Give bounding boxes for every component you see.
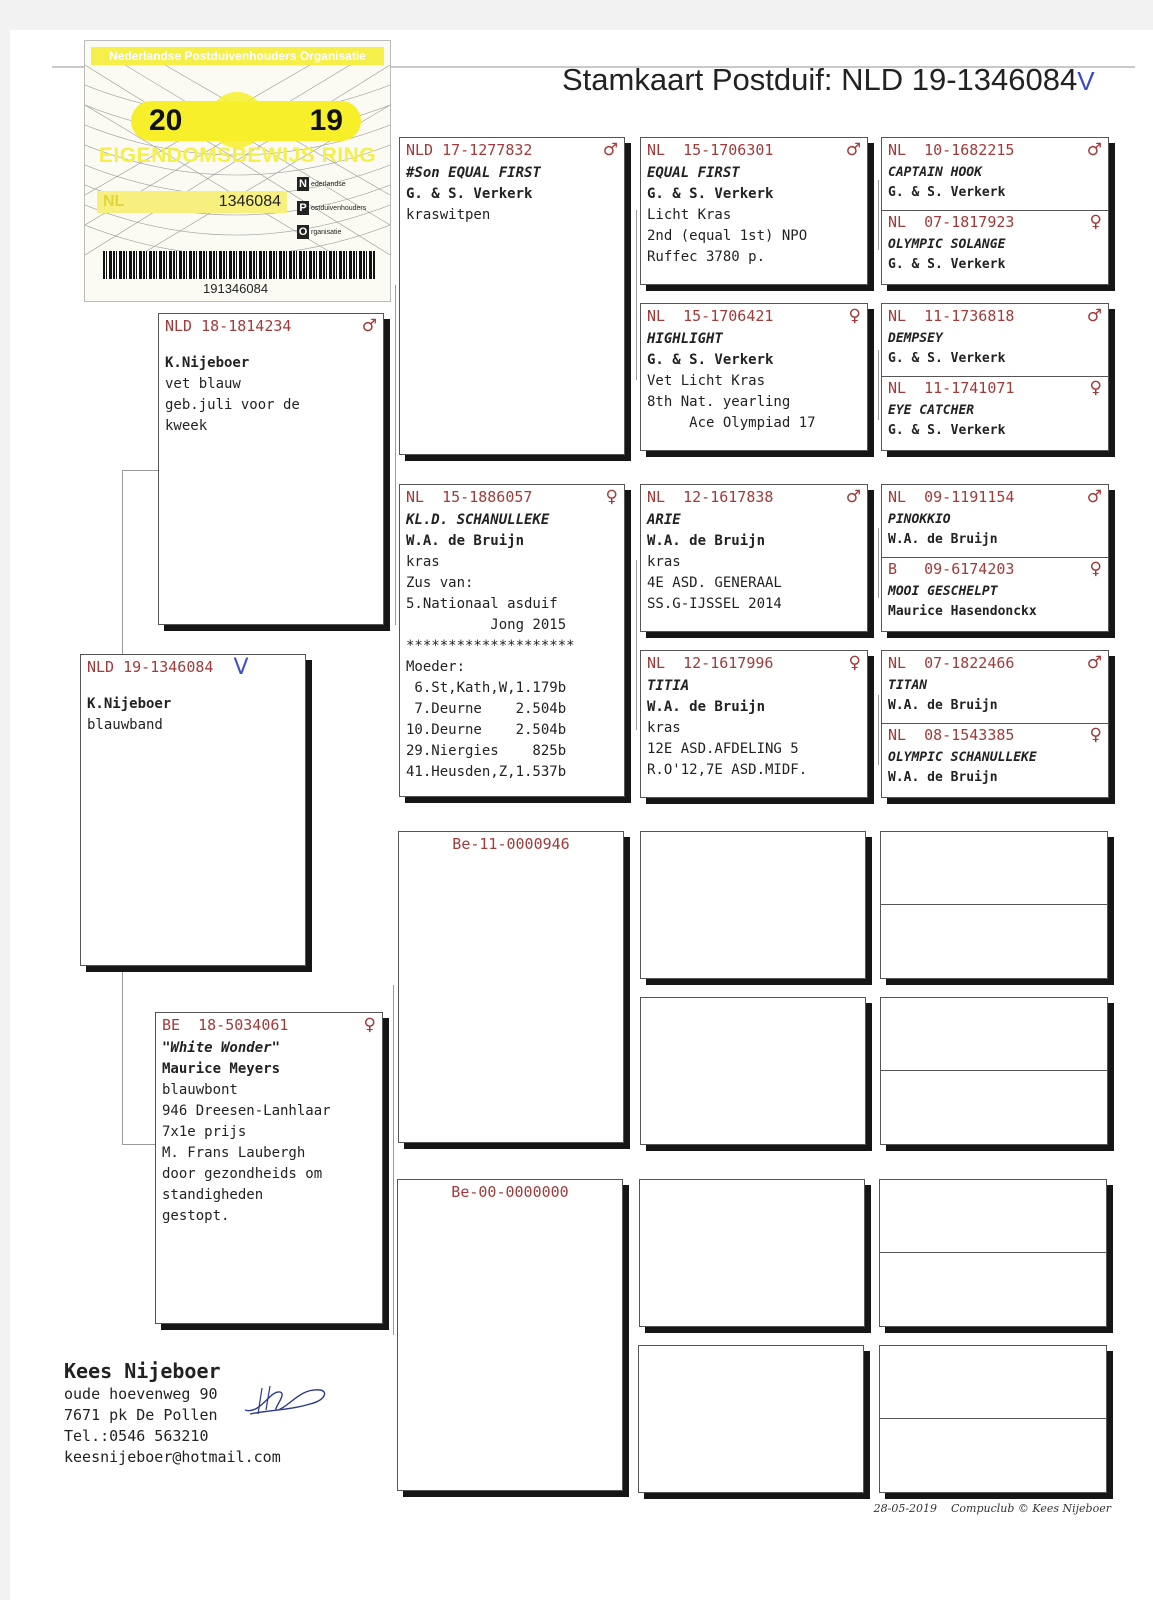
connector-line: [636, 210, 637, 380]
pair-bottom: [882, 557, 1108, 624]
ring-number: BE 18-5034061 ♀: [162, 1015, 376, 1035]
ring-number: NL 15-1706301 ♂: [647, 140, 861, 160]
male-icon: ♂: [1086, 306, 1102, 326]
detail-line: Jong 2015: [406, 617, 567, 633]
ring-number: NL 09-1191154 ♂: [888, 487, 1102, 507]
male-icon: ♂: [361, 316, 377, 336]
detail-line: 12E ASD.AFDELING 5: [647, 741, 799, 757]
pigeon-pair-card-empty: [880, 997, 1108, 1145]
detail-line: DEMPSEY: [888, 331, 943, 346]
connector-line: [122, 968, 123, 1144]
detail-line: Licht Kras: [647, 207, 732, 223]
connector-line: [636, 560, 637, 730]
pigeon-card-fmf: [640, 484, 868, 632]
pair-top: [882, 651, 1108, 718]
npo-line-3: rganisatie: [311, 229, 342, 236]
male-icon: ♂: [1086, 140, 1102, 160]
detail-line: Maurice Meyers: [162, 1061, 281, 1077]
detail-line: W.A. de Bruijn: [406, 533, 525, 549]
detail-line: SS.G-IJSSEL 2014: [647, 596, 782, 612]
detail-line: Zus van:: [406, 575, 474, 591]
ring-number: NL 11-1736818 ♂: [888, 306, 1102, 326]
ring-number: NL 12-1617996 ♀: [647, 653, 861, 673]
pair-top: [882, 138, 1108, 205]
ring-number: NLD 18-1814234 ♂: [165, 316, 377, 336]
signature: [240, 1380, 330, 1420]
detail-line: 946 Dreesen-Lanhlaar: [162, 1103, 331, 1119]
ring-number: NL 08-1543385 ♀: [888, 725, 1102, 745]
pigeon-card-mother: [155, 1012, 383, 1324]
ring-number: NL 11-1741071 ♀: [888, 378, 1102, 398]
footer-credit: 28-05-2019 Compuclub © Kees Nijeboer: [873, 1502, 1111, 1515]
detail-line: gestopt.: [162, 1208, 230, 1224]
detail-line: M. Frans Laubergh: [162, 1145, 306, 1161]
pigeon-details: [641, 674, 867, 783]
pigeon-details: [882, 233, 1108, 277]
pair-bottom: [882, 723, 1108, 790]
detail-line: "White Wonder": [162, 1040, 281, 1056]
detail-line: standigheden: [162, 1187, 264, 1203]
pair-bottom: [882, 210, 1108, 277]
pigeon-pair-card-3: [881, 484, 1109, 632]
detail-line: W.A. de Bruijn: [888, 532, 998, 547]
detail-line: 10.Deurne 2.504b: [406, 722, 567, 738]
detail-line: PINOKKIO: [888, 512, 951, 527]
check-mark-icon: V: [1077, 66, 1095, 96]
detail-line: G. & S. Verkerk: [888, 423, 1006, 438]
ring-number: NL 15-1886057 ♀: [406, 487, 618, 507]
pigeon-card-empty: [638, 1345, 864, 1493]
detail-line: kras: [406, 554, 440, 570]
ring-number: NL 15-1706421 ♀: [647, 306, 861, 326]
detail-line: OLYMPIC SOLANGE: [888, 237, 1006, 252]
pair-divider: [880, 1252, 1106, 1253]
pigeon-details: [882, 161, 1108, 205]
male-icon: ♂: [1086, 487, 1102, 507]
male-icon: ♂: [1086, 653, 1102, 673]
detail-line: W.A. de Bruijn: [888, 698, 998, 713]
connector-line: [122, 470, 158, 471]
detail-line: HIGHLIGHT: [647, 331, 723, 347]
pigeon-card-fm: [399, 484, 625, 797]
ring-number: Be-00-0000000: [451, 1183, 569, 1201]
pigeon-card-subject: [80, 654, 306, 966]
pair-divider: [881, 904, 1107, 905]
pigeon-pair-card-empty: [879, 1345, 1107, 1493]
pigeon-card-empty: [640, 831, 866, 979]
ownership-certificate: [84, 40, 391, 302]
ring-number: Be-11-0000946: [452, 835, 570, 853]
detail-line: G. & S. Verkerk: [888, 257, 1006, 272]
pigeon-details: [400, 508, 624, 785]
certificate-header: Nederlandse Postduivenhouders Organisatie: [91, 47, 384, 65]
female-icon: ♀: [1089, 725, 1102, 745]
detail-line: Moeder:: [406, 659, 466, 675]
pair-divider: [880, 1418, 1106, 1419]
detail-line: Ruffec 3780 p.: [647, 249, 766, 265]
detail-line: W.A. de Bruijn: [647, 699, 766, 715]
detail-line: geb.juli voor de: [165, 397, 300, 413]
pigeon-pair-card-2: [881, 303, 1109, 451]
detail-line: kweek: [165, 418, 208, 434]
title-text: Stamkaart Postduif: NLD 19-1346084: [562, 62, 1078, 97]
detail-line: #Son EQUAL FIRST: [406, 165, 541, 181]
detail-line: 5.Nationaal asduif: [406, 596, 558, 612]
female-icon: ♀: [1089, 378, 1102, 398]
detail-line: kraswitpen: [406, 207, 491, 223]
barcode: [103, 251, 375, 279]
female-icon: ♀: [1089, 212, 1102, 232]
detail-line: K.Nijeboer: [87, 696, 172, 712]
detail-line: OLYMPIC SCHANULLEKE: [888, 750, 1037, 765]
pigeon-pair-card-empty: [879, 1179, 1107, 1327]
detail-line: 2nd (equal 1st) NPO: [647, 228, 808, 244]
detail-line: Maurice Hasendonckx: [888, 604, 1037, 619]
female-icon: ♀: [363, 1015, 376, 1035]
pigeon-details: [882, 746, 1108, 790]
ring-number: NLD 17-1277832 ♂: [406, 140, 618, 160]
pigeon-details: [882, 327, 1108, 371]
detail-line: Vet Licht Kras: [647, 373, 766, 389]
connector-line: [878, 528, 879, 598]
female-icon: ♀: [1089, 559, 1102, 579]
pigeon-card-fmm: [640, 650, 868, 798]
certificate-country: NL: [103, 193, 125, 210]
certificate-ring-field: [97, 191, 287, 213]
ring-number: B 09-6174203 ♀: [888, 559, 1102, 579]
female-icon: ♀: [605, 487, 618, 507]
male-icon: ♂: [845, 140, 861, 160]
npo-logo: [297, 173, 387, 245]
check-mark-icon: V: [233, 655, 249, 680]
npo-letter-p: P: [297, 201, 309, 215]
male-icon: ♂: [845, 487, 861, 507]
pigeon-details: [641, 327, 867, 436]
barcode-number: 191346084: [203, 281, 269, 296]
npo-letter-o: O: [298, 226, 308, 239]
pair-bottom: [882, 376, 1108, 443]
male-icon: ♂: [602, 140, 618, 160]
detail-line: vet blauw: [165, 376, 241, 392]
certificate-band-title: EIGENDOMSBEWIJS RING: [98, 144, 377, 167]
connector-line: [878, 350, 879, 420]
pigeon-card-mm: [397, 1179, 623, 1491]
pigeon-pair-card-empty: [880, 831, 1108, 979]
female-icon: ♀: [848, 653, 861, 673]
pair-top: [882, 485, 1108, 552]
detail-line: G. & S. Verkerk: [647, 352, 774, 368]
connector-line: [878, 695, 879, 765]
detail-line: K.Nijeboer: [165, 355, 250, 371]
owner-name: Kees Nijeboer: [64, 1359, 221, 1383]
detail-line: G. & S. Verkerk: [406, 186, 533, 202]
pigeon-details: [882, 674, 1108, 718]
npo-line-2: ostduivenhouders: [311, 205, 367, 212]
detail-line: KL.D. SCHANULLEKE: [406, 512, 550, 528]
detail-line: [165, 339, 377, 353]
owner-street: oude hoevenweg 90: [64, 1385, 218, 1403]
pigeon-details: [882, 508, 1108, 552]
pigeon-card-ff: [399, 137, 625, 455]
pigeon-card-mf: [398, 831, 624, 1143]
detail-line: blauwbont: [162, 1082, 238, 1098]
detail-line: ********************: [406, 638, 575, 654]
detail-line: 8th Nat. yearling: [647, 394, 791, 410]
detail-line: EQUAL FIRST: [647, 165, 740, 181]
pigeon-details: [882, 399, 1108, 443]
connector-line: [122, 1144, 156, 1145]
detail-line: 41.Heusden,Z,1.537b: [406, 764, 567, 780]
pigeon-details: [81, 678, 305, 738]
connector-line: [395, 285, 396, 625]
detail-line: G. & S. Verkerk: [888, 351, 1006, 366]
detail-line: G. & S. Verkerk: [647, 186, 774, 202]
female-icon: ♀: [848, 306, 861, 326]
pigeon-card-fff: [640, 137, 868, 285]
pigeon-details: [882, 580, 1108, 624]
pigeon-details: [641, 161, 867, 270]
pair-divider: [881, 1070, 1107, 1071]
pigeon-card-empty: [639, 1179, 865, 1327]
year-right: 19: [309, 104, 343, 137]
npo-letter-n: N: [297, 177, 309, 191]
detail-line: W.A. de Bruijn: [888, 770, 998, 785]
owner-email: keesnijeboer@hotmail.com: [64, 1448, 281, 1466]
detail-line: R.O'12,7E ASD.MIDF.: [647, 762, 808, 778]
detail-line: G. & S. Verkerk: [888, 185, 1006, 200]
year-left: 20: [149, 104, 183, 137]
detail-line: 6.St,Kath,W,1.179b: [406, 680, 567, 696]
ring-number: NLD 19-1346084 V: [87, 655, 249, 680]
page-title: [562, 62, 1095, 98]
detail-line: 7x1e prijs: [162, 1124, 247, 1140]
pigeon-card-father: [158, 313, 384, 625]
detail-line: kras: [647, 554, 681, 570]
detail-line: 4E ASD. GENERAAL: [647, 575, 782, 591]
ring-number: NL 07-1822466 ♂: [888, 653, 1102, 673]
pair-top: [882, 304, 1108, 371]
pigeon-card-ffm: [640, 303, 868, 451]
connector-line: [122, 470, 123, 660]
pigeon-card-empty: [640, 997, 866, 1145]
detail-line: MOOI GESCHELPT: [888, 584, 998, 599]
pigeon-details: [641, 508, 867, 617]
pigeon-details: [156, 1036, 382, 1229]
detail-line: ARIE: [647, 512, 681, 528]
detail-line: kras: [647, 720, 681, 736]
pigeon-details: [400, 161, 624, 228]
owner-city: 7671 pk De Pollen: [64, 1406, 218, 1424]
ring-number: NL 12-1617838 ♂: [647, 487, 861, 507]
pigeon-details: [159, 337, 383, 439]
detail-line: 7.Deurne 2.504b: [406, 701, 567, 717]
detail-line: W.A. de Bruijn: [647, 533, 766, 549]
certificate-ring-number: 1346084: [218, 193, 281, 210]
owner-phone: Tel.:0546 563210: [64, 1427, 209, 1445]
detail-line: TITAN: [888, 678, 928, 693]
detail-line: CAPTAIN HOOK: [888, 165, 982, 180]
detail-line: TITIA: [647, 678, 690, 694]
npo-line-1: ederlandse: [311, 181, 346, 188]
detail-line: [87, 680, 299, 694]
ring-number: NL 10-1682215 ♂: [888, 140, 1102, 160]
connector-line: [878, 180, 879, 250]
certificate-year: [131, 101, 361, 141]
detail-line: door gezondheids om: [162, 1166, 323, 1182]
connector-line: [393, 985, 394, 1335]
detail-line: blauwband: [87, 717, 163, 733]
pigeon-pair-card-1: [881, 137, 1109, 285]
detail-line: EYE CATCHER: [888, 403, 975, 418]
detail-line: Ace Olympiad 17: [647, 415, 816, 431]
ring-number: NL 07-1817923 ♀: [888, 212, 1102, 232]
pigeon-pair-card-4: [881, 650, 1109, 798]
detail-line: 29.Niergies 825b: [406, 743, 567, 759]
